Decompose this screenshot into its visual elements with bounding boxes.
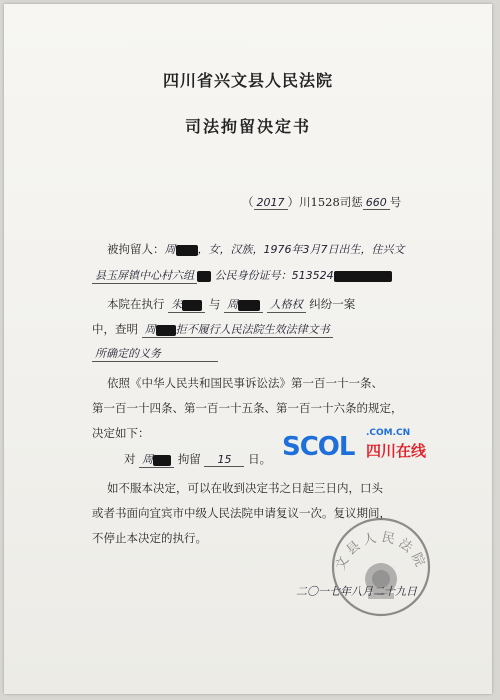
case-line-3: 所确定的义务 [92, 345, 218, 362]
law-line-3: 决定如下： [92, 426, 150, 440]
document-page [4, 4, 492, 694]
svg-text:文县人民法院: 文县人民法院 [333, 529, 429, 573]
case-line-2: 中，查明 周 拒不履行人民法院生效法律文书 [92, 321, 333, 338]
decision-line: 对 周 拘留 15 日。 [124, 452, 272, 466]
redaction-block [153, 455, 171, 466]
signature-date: 二〇一七年八月二十九日 [296, 585, 417, 598]
case-line-1: 本院在执行 朱 与 周 人格权 纠纷一案 [107, 297, 356, 311]
doc-serial: 660 [363, 196, 390, 210]
redaction-block [156, 325, 176, 336]
court-seal-icon [326, 509, 436, 619]
scol-watermark-logo: SCOL .COM.CN 四川在线 [282, 428, 427, 462]
appeal-line-1: 如不服本决定，可以在收到决定书之日起三日内，口头 [107, 481, 383, 495]
redaction-block [182, 300, 202, 311]
redaction-block [238, 300, 260, 311]
redaction-block [197, 271, 211, 282]
appeal-line-3: 不停止本决定的执行。 [92, 531, 207, 545]
appeal-line-2: 或者书面向宜宾市中级人民法院申请复议一次。复议期间， [92, 506, 391, 520]
document-number: （ 2017 ）川1528司惩 660 号 [242, 195, 402, 209]
document-title: 司法拘留决定书 [184, 117, 311, 136]
detainee-line-1: 被拘留人：周 ，女，汉族，1976年3月7日出生，住兴文 [107, 242, 405, 256]
redaction-block [334, 271, 392, 282]
detainee-line-2: 县玉屏镇中心村六组 公民身份证号：513524 [92, 267, 392, 284]
detainee-label: 被拘留人： [107, 242, 165, 256]
court-name: 四川省兴文县人民法院 [162, 71, 333, 90]
law-line-2: 第一百一十四条、第一百一十五条、第一百一十六条的规定， [92, 401, 403, 415]
law-line-1: 依照《中华人民共和国民事诉讼法》第一百一十一条、 [107, 376, 383, 390]
redaction-block [176, 245, 198, 256]
doc-year: 2017 [254, 196, 288, 210]
